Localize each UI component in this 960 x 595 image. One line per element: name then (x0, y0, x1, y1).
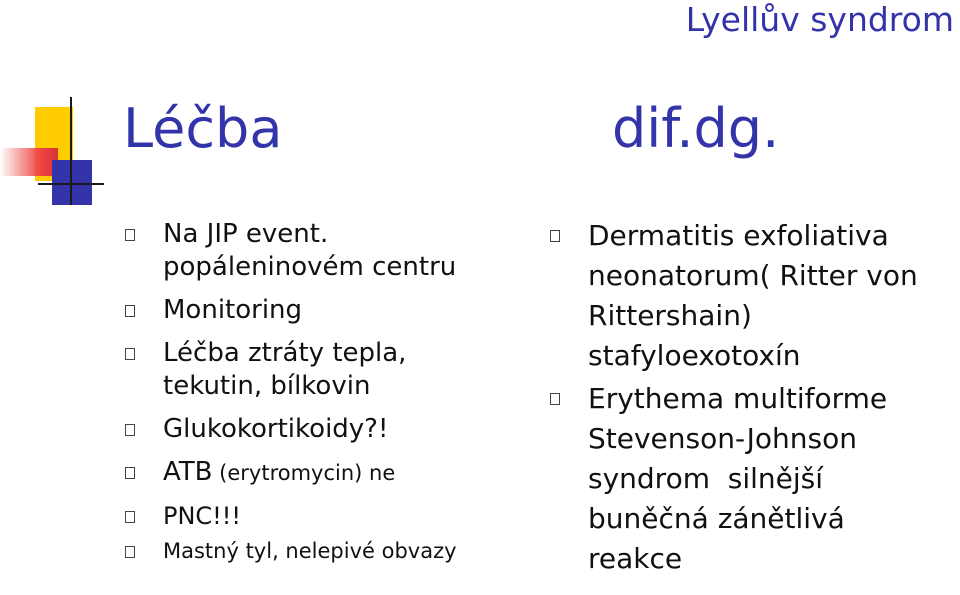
list-item (123, 500, 523, 533)
list-item-text: Erythema multiforme (588, 382, 888, 415)
logo-red-bar (0, 148, 58, 176)
list-item-text: popáleninovém centru (163, 252, 457, 282)
list-item-note: (erytromycin) ne (212, 461, 396, 485)
list-item (123, 456, 523, 490)
list-item-text: stafyloexotoxín (588, 339, 801, 372)
square-bullet-icon (125, 546, 135, 558)
list-item-text: buněčná zánětlivá (588, 502, 845, 535)
square-bullet-icon (125, 305, 135, 317)
list-item-text: Glukokortikoidy?! (163, 414, 389, 444)
list-item-text: reakce (588, 542, 683, 575)
square-bullet-icon (125, 467, 135, 479)
logo-vertical-line (70, 97, 72, 205)
list-item-text: Stevenson-Johnson (588, 422, 857, 455)
list-item-text (163, 456, 523, 490)
list-item-text: Rittershain) (588, 299, 752, 332)
square-bullet-icon (125, 511, 135, 523)
slide-corner-title: Lyellův syndrom (685, 0, 954, 39)
list-item-text: Léčba ztráty tepla, (163, 338, 407, 368)
differential-diagnosis-list (548, 216, 948, 582)
list-item-text: Dermatitis exfoliativa (588, 219, 889, 252)
heading-differential-diagnosis: dif.dg. (612, 97, 780, 160)
list-item (548, 216, 948, 376)
list-item-text: Monitoring (163, 295, 303, 325)
list-item-text: PNC!!! (163, 502, 242, 530)
list-item-main-text: ATB (163, 457, 213, 487)
square-bullet-icon (125, 229, 135, 241)
list-item (123, 413, 523, 446)
list-item-text: Mastný tyl, nelepivé obvazy (163, 539, 457, 563)
square-bullet-icon (125, 348, 135, 360)
list-item (548, 379, 948, 579)
treatment-list (123, 218, 523, 578)
list-item-text: tekutin, bílkovin (163, 371, 371, 401)
list-item (123, 218, 523, 284)
square-bullet-icon (550, 393, 560, 405)
list-item-text: neonatorum( Ritter von (588, 259, 918, 292)
list-item-text: syndrom silnější (588, 462, 824, 495)
list-item (123, 294, 523, 327)
heading-treatment: Léčba (123, 97, 283, 160)
list-item (123, 337, 523, 403)
list-item-text: Na JIP event. (163, 219, 329, 249)
square-bullet-icon (125, 424, 135, 436)
logo-horizontal-line (38, 183, 104, 185)
list-item (123, 535, 523, 568)
square-bullet-icon (550, 230, 560, 242)
